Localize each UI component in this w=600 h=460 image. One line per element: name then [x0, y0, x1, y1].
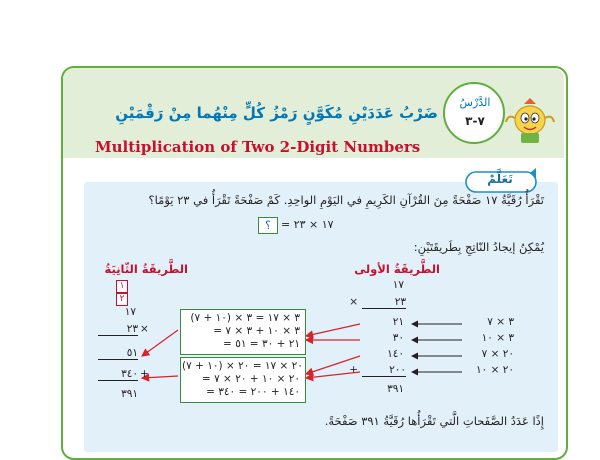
m2-multiplier: ٢٣ — [98, 323, 138, 336]
exp2-line-3: = ١٤٠ + ٢٠٠ = ٣٤٠ — [206, 386, 300, 398]
m1-result: ٣٩١ — [387, 383, 404, 395]
m1-partial-3: ١٤٠ — [387, 348, 404, 360]
m1-side-label-3: ٢٠ × ٧ — [481, 348, 514, 360]
lesson-title-ar: ضَرْبُ عَدَدَيْنِ مُكَوَّنٍ رَمْزُ كُلٍّ مِنْهُما مِنْ رَقْمَيْنِ — [115, 104, 438, 122]
m1-multiplicand: ١٧ — [392, 279, 404, 291]
ways-intro: يُمْكِنُ إيجادُ النّاتِجِ بِطَريقَتَيْنِ: — [413, 240, 544, 254]
equation: = ١٧ × ٢٣ — [281, 218, 334, 231]
m1-side-label-4: ٢٠ × ١٠ — [475, 364, 514, 376]
m1-partial-1: ٢١ — [392, 316, 404, 328]
m2-result: ٣٩١ — [121, 388, 138, 400]
m1-times-sign: × — [349, 296, 358, 308]
m1-partial-2: ٣٠ — [392, 332, 404, 344]
answer-placeholder-box: ؟ — [258, 217, 278, 234]
m1-multiplier: ٢٣ — [362, 296, 406, 309]
exp1-line-1: ٣ × ١٧ = ٣ × (١٠ + ٧) — [190, 312, 300, 324]
exp1-line-3: = ٢١ + ٣٠ = ٥١ — [223, 338, 300, 350]
learn-badge: تَعَلَّمْ — [487, 172, 513, 186]
exp2-line-1: ٢٠ × ١٧ = ٢٠ × (١٠ + ٧) — [182, 360, 303, 372]
m2-carry-1: ١ — [116, 280, 128, 293]
word-problem: تَقْرَأُ رُقَيَّةُ ١٧ صَفْحَةً مِنَ القُرْآنِ الكَرِيمِ في اليَوْمِ الواحِدِ. كَمْ صَفْحَةً تَقْرَأُ في ٢٣ يَوْمًا؟ — [148, 193, 544, 207]
m2-times-sign: × — [140, 323, 149, 335]
m1-partial-4: ٢٠٠ — [362, 364, 406, 377]
m2-multiplicand: ١٧ — [124, 306, 136, 318]
exp2-line-2: = ٢٠ × ١٠ + ٢٠ × ٧ — [201, 373, 300, 385]
method-one-title: الطَّريقَةُ الأولى — [354, 262, 440, 276]
conclusion: إِذًا عَدَدُ الصَّفَحاتِ الَّتي تَقْرَأُها رُقَيَّةُ ٣٩١ صَفْحَةً. — [324, 414, 544, 428]
lesson-number: ٧-٣ — [465, 114, 485, 128]
m1-plus-sign: + — [349, 364, 358, 376]
method-two-title: الطَّريقَةُ الثّانِيَةُ — [104, 262, 188, 276]
exp1-line-2: = ٣ × ١٠ + ٣ × ٧ — [213, 325, 300, 337]
m2-carry-2: ٢ — [116, 293, 128, 306]
lesson-title-en: Multiplication of Two 2-Digit Numbers — [95, 138, 421, 156]
m2-plus-sign: + — [140, 368, 149, 380]
m1-side-label-2: ٣ × ١٠ — [481, 332, 514, 344]
m1-side-label-1: ٣ × ٧ — [487, 316, 514, 328]
lesson-label: الدَّرْسُ — [459, 96, 491, 109]
m2-partial-2: ٣٤٠ — [98, 368, 138, 381]
m2-partial-1: ٥١ — [98, 347, 138, 360]
